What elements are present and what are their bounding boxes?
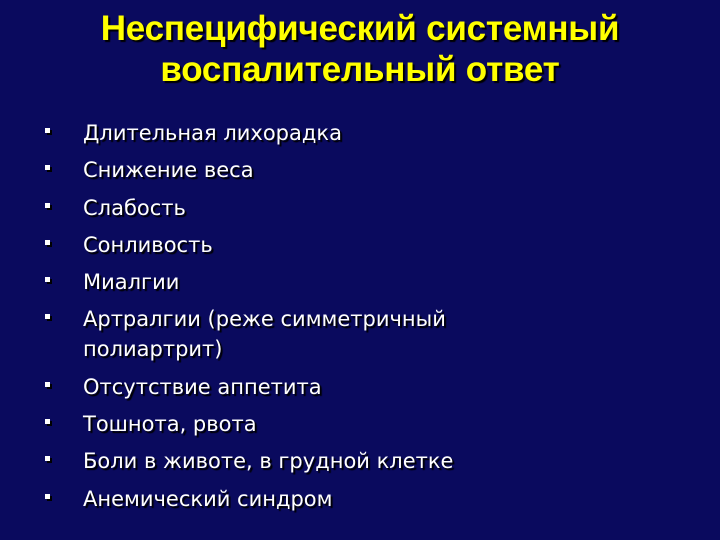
list-item-text: Анемический синдром bbox=[83, 486, 333, 511]
symptom-list bbox=[42, 118, 692, 521]
list-item-text: Боли в животе, в грудной клетке bbox=[83, 449, 454, 474]
square-bullet-icon bbox=[45, 456, 50, 461]
square-bullet-icon bbox=[45, 494, 50, 499]
square-bullet-icon bbox=[45, 240, 50, 245]
list-item bbox=[42, 372, 692, 402]
list-item bbox=[42, 230, 692, 260]
list-item-text: Слабость bbox=[83, 195, 186, 220]
square-bullet-icon bbox=[45, 382, 50, 387]
list-item bbox=[42, 267, 692, 297]
list-item-text: Тошнота, рвота bbox=[83, 412, 257, 437]
square-bullet-icon bbox=[45, 314, 50, 319]
list-item bbox=[42, 409, 692, 439]
slide-title-line-1: Неспецифический системный bbox=[100, 9, 620, 48]
list-item-text: Снижение веса bbox=[83, 158, 254, 183]
list-item bbox=[42, 193, 692, 223]
square-bullet-icon bbox=[45, 277, 50, 282]
list-item bbox=[42, 304, 553, 364]
list-item bbox=[42, 118, 692, 148]
list-item bbox=[42, 484, 692, 514]
list-item-text: Сонливость bbox=[83, 232, 213, 257]
list-item-text: Артралгии (реже симметричный полиартрит) bbox=[83, 307, 446, 362]
square-bullet-icon bbox=[45, 165, 50, 170]
list-item-text: Миалгии bbox=[83, 270, 180, 295]
slide-title-line-2: воспалительный ответ bbox=[160, 50, 560, 89]
square-bullet-icon bbox=[45, 203, 50, 208]
slide-title bbox=[20, 8, 700, 90]
list-item bbox=[42, 155, 692, 185]
list-item bbox=[42, 446, 692, 476]
square-bullet-icon bbox=[45, 128, 50, 133]
square-bullet-icon bbox=[45, 419, 50, 424]
list-item-text: Отсутствие аппетита bbox=[83, 374, 322, 399]
list-item-text: Длительная лихорадка bbox=[83, 121, 342, 145]
